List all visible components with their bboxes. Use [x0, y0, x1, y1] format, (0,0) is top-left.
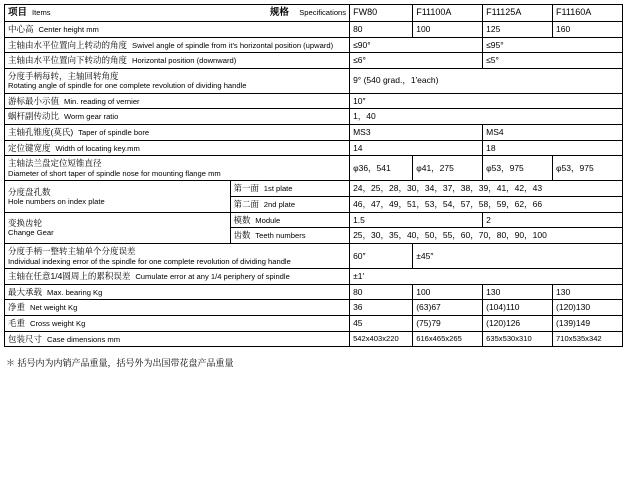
- header-items: [5, 5, 350, 22]
- cell-value: 25，30，35，40，50，55，60，70，80，90，100: [350, 228, 623, 244]
- header-model-3: F11160A: [553, 5, 623, 22]
- row-label-cn: 变换齿轮: [8, 217, 43, 228]
- cell-value: 10″: [350, 93, 623, 109]
- sub-label-cn: 第二面: [233, 199, 260, 210]
- sub-label-1st-plate: [230, 181, 350, 197]
- cell-value: ≤5°: [483, 53, 623, 69]
- cell-value: 100: [413, 21, 483, 37]
- row-label: [5, 300, 350, 316]
- row-label-cn: 主轴孔锥度(莫氏): [8, 127, 74, 138]
- sub-label-module: [230, 212, 350, 228]
- header-model-2: F11125A: [483, 5, 553, 22]
- cell-value: 18: [483, 140, 623, 156]
- sub-label-cn: 模数: [233, 214, 251, 225]
- cell-value: 130: [483, 284, 553, 300]
- cell-value: 100: [413, 284, 483, 300]
- cell-value: 80: [350, 21, 413, 37]
- table-row: [5, 53, 623, 69]
- row-label: [5, 93, 350, 109]
- cell-value: 1.5: [350, 212, 483, 228]
- row-label-cn: 最大承载: [8, 286, 43, 297]
- sub-label-2nd-plate: [230, 197, 350, 213]
- row-label-en: Rotating angle of spindle for one complete revolution of dividing handle: [8, 81, 247, 91]
- row-label-en: Change Gear: [8, 228, 54, 238]
- row-label-cn: 分度手柄一整转主轴单个分度误差: [8, 245, 136, 256]
- sub-label-en: 2nd plate: [263, 200, 296, 210]
- cell-value: 80: [350, 284, 413, 300]
- cell-value: (120)130: [553, 300, 623, 316]
- row-label-en: Center height mm: [38, 24, 99, 34]
- row-label-cn: 游标最小示值: [8, 95, 60, 106]
- table-row: [5, 93, 623, 109]
- table-row: [5, 243, 623, 268]
- table-row: [5, 269, 623, 285]
- row-label-en: Net weight Kg: [30, 303, 78, 313]
- table-row: [5, 181, 623, 197]
- cell-value: φ36，541: [350, 156, 413, 181]
- cell-value: φ53，975: [483, 156, 553, 181]
- cell-value: MS3: [350, 125, 483, 141]
- cell-value: 160: [553, 21, 623, 37]
- row-label-en: Max. bearing Kg: [47, 287, 103, 297]
- cell-value: ±45″: [413, 243, 623, 268]
- table-header-row: [5, 5, 623, 22]
- cell-value: 9° (540 grad.，1′each): [350, 68, 623, 93]
- cell-value: 616x465x265: [413, 331, 483, 347]
- header-items-en: Items: [32, 8, 51, 17]
- footnote: ＊ 括号内为内销产品重量，括号外为出国带花盘产品重量: [6, 358, 234, 369]
- row-label-en: Worm gear ratio: [64, 112, 119, 122]
- row-label: [5, 53, 350, 69]
- cell-value: 635x530x310: [483, 331, 553, 347]
- table-row: [5, 68, 623, 93]
- row-label: [5, 125, 350, 141]
- table-row: [5, 109, 623, 125]
- row-label-en: Case dimensions mm: [47, 334, 121, 344]
- cell-value: (104)110: [483, 300, 553, 316]
- row-label: [5, 109, 350, 125]
- cell-value: 24，25，28，30，34，37，38，39，41，42，43: [350, 181, 623, 197]
- cell-value: 1，40: [350, 109, 623, 125]
- row-label: [5, 156, 350, 181]
- sub-label-en: Teeth numbers: [255, 231, 306, 241]
- row-label-cn: 定位键宽度: [8, 142, 51, 153]
- cell-value: 36: [350, 300, 413, 316]
- row-label-en: Swivel angle of spindle from it's horizontal position (upward): [132, 40, 334, 50]
- row-label: [5, 315, 350, 331]
- cell-value: φ41，275: [413, 156, 483, 181]
- row-label: [5, 21, 350, 37]
- cell-value: 125: [483, 21, 553, 37]
- row-label-cn: 主轴由水平位置向下转动的角度: [8, 55, 128, 66]
- table-row: [5, 212, 623, 228]
- table-row: [5, 331, 623, 347]
- header-spec-en: Specifications: [299, 8, 347, 17]
- table-row: [5, 156, 623, 181]
- row-label: [5, 68, 350, 93]
- row-label-cn: 主轴法兰盘定位短锥直径: [8, 158, 102, 169]
- header-items-cn: 项目: [8, 7, 28, 18]
- row-label: [5, 269, 350, 285]
- cell-value: 14: [350, 140, 483, 156]
- cell-value: ≤95°: [483, 37, 623, 53]
- row-label: [5, 140, 350, 156]
- cell-value: 710x535x342: [553, 331, 623, 347]
- row-label-cn: 主轴由水平位置向上转动的角度: [8, 39, 128, 50]
- cell-value: 60″: [350, 243, 413, 268]
- header-model-1: F11100A: [413, 5, 483, 22]
- row-label: [5, 331, 350, 347]
- table-row: [5, 125, 623, 141]
- row-label-cn: 分度手柄每转，主轴回转角度: [8, 70, 119, 81]
- sub-label-cn: 齿数: [233, 230, 251, 241]
- row-label-en: Individual indexing error of the spindle for one complete revolution of dividing handle: [8, 256, 291, 266]
- row-label-cn: 蜗杆副传动比: [8, 111, 60, 122]
- row-label-cn: 净重: [8, 302, 26, 313]
- row-label-en: Diameter of short taper of spindle nose for mounting flange mm: [8, 168, 221, 178]
- row-label-en: Min. reading of vernier: [64, 96, 140, 106]
- table-row: [5, 21, 623, 37]
- cell-value: φ53，975: [553, 156, 623, 181]
- table-row: [5, 284, 623, 300]
- cell-value: ≤6°: [350, 53, 483, 69]
- cell-value: (139)149: [553, 315, 623, 331]
- row-label: [5, 37, 350, 53]
- row-label: [5, 243, 350, 268]
- row-label-en: Cumulate error at any 1/4 periphery of spindle: [135, 272, 290, 282]
- cell-value: 46，47，49，51，53，54，57，58，59，62，66: [350, 197, 623, 213]
- row-label-cn: 包装尺寸: [8, 333, 43, 344]
- cell-value: ≤90°: [350, 37, 483, 53]
- row-label-cn: 主轴在任意1/4圆周上的累积误差: [8, 271, 131, 282]
- row-label-en: Cross weight Kg: [30, 318, 86, 328]
- sub-label-teeth-numbers: [230, 228, 350, 244]
- sub-label-en: 1st plate: [263, 184, 293, 194]
- row-label-en: Width of locating key.mm: [55, 143, 140, 153]
- row-label-index-plate: [5, 181, 231, 212]
- row-label-cn: 分度盘孔数: [8, 186, 51, 197]
- row-label: [5, 284, 350, 300]
- specifications-table: [4, 4, 623, 347]
- row-label-en: Taper of spindle bore: [78, 128, 150, 138]
- cell-value: (63)67: [413, 300, 483, 316]
- table-row: [5, 300, 623, 316]
- cell-value: ±1′: [350, 269, 623, 285]
- cell-value: 2: [483, 212, 623, 228]
- header-model-0: FW80: [350, 5, 413, 22]
- row-label-en: Hole numbers on index plate: [8, 197, 105, 207]
- cell-value: (120)126: [483, 315, 553, 331]
- header-spec-cn: 规格: [269, 7, 289, 18]
- cell-value: 45: [350, 315, 413, 331]
- sub-label-cn: 第一面: [233, 183, 260, 194]
- table-row: [5, 315, 623, 331]
- row-label-cn: 中心高: [8, 23, 34, 34]
- row-label-change-gear: [5, 212, 231, 243]
- row-label-cn: 毛重: [8, 317, 26, 328]
- table-row: [5, 140, 623, 156]
- cell-value: 542x403x220: [350, 331, 413, 347]
- cell-value: MS4: [483, 125, 623, 141]
- sub-label-en: Module: [255, 215, 281, 225]
- table-row: [5, 37, 623, 53]
- cell-value: 130: [553, 284, 623, 300]
- cell-value: (75)79: [413, 315, 483, 331]
- row-label-en: Horizontal position (downward): [132, 56, 237, 66]
